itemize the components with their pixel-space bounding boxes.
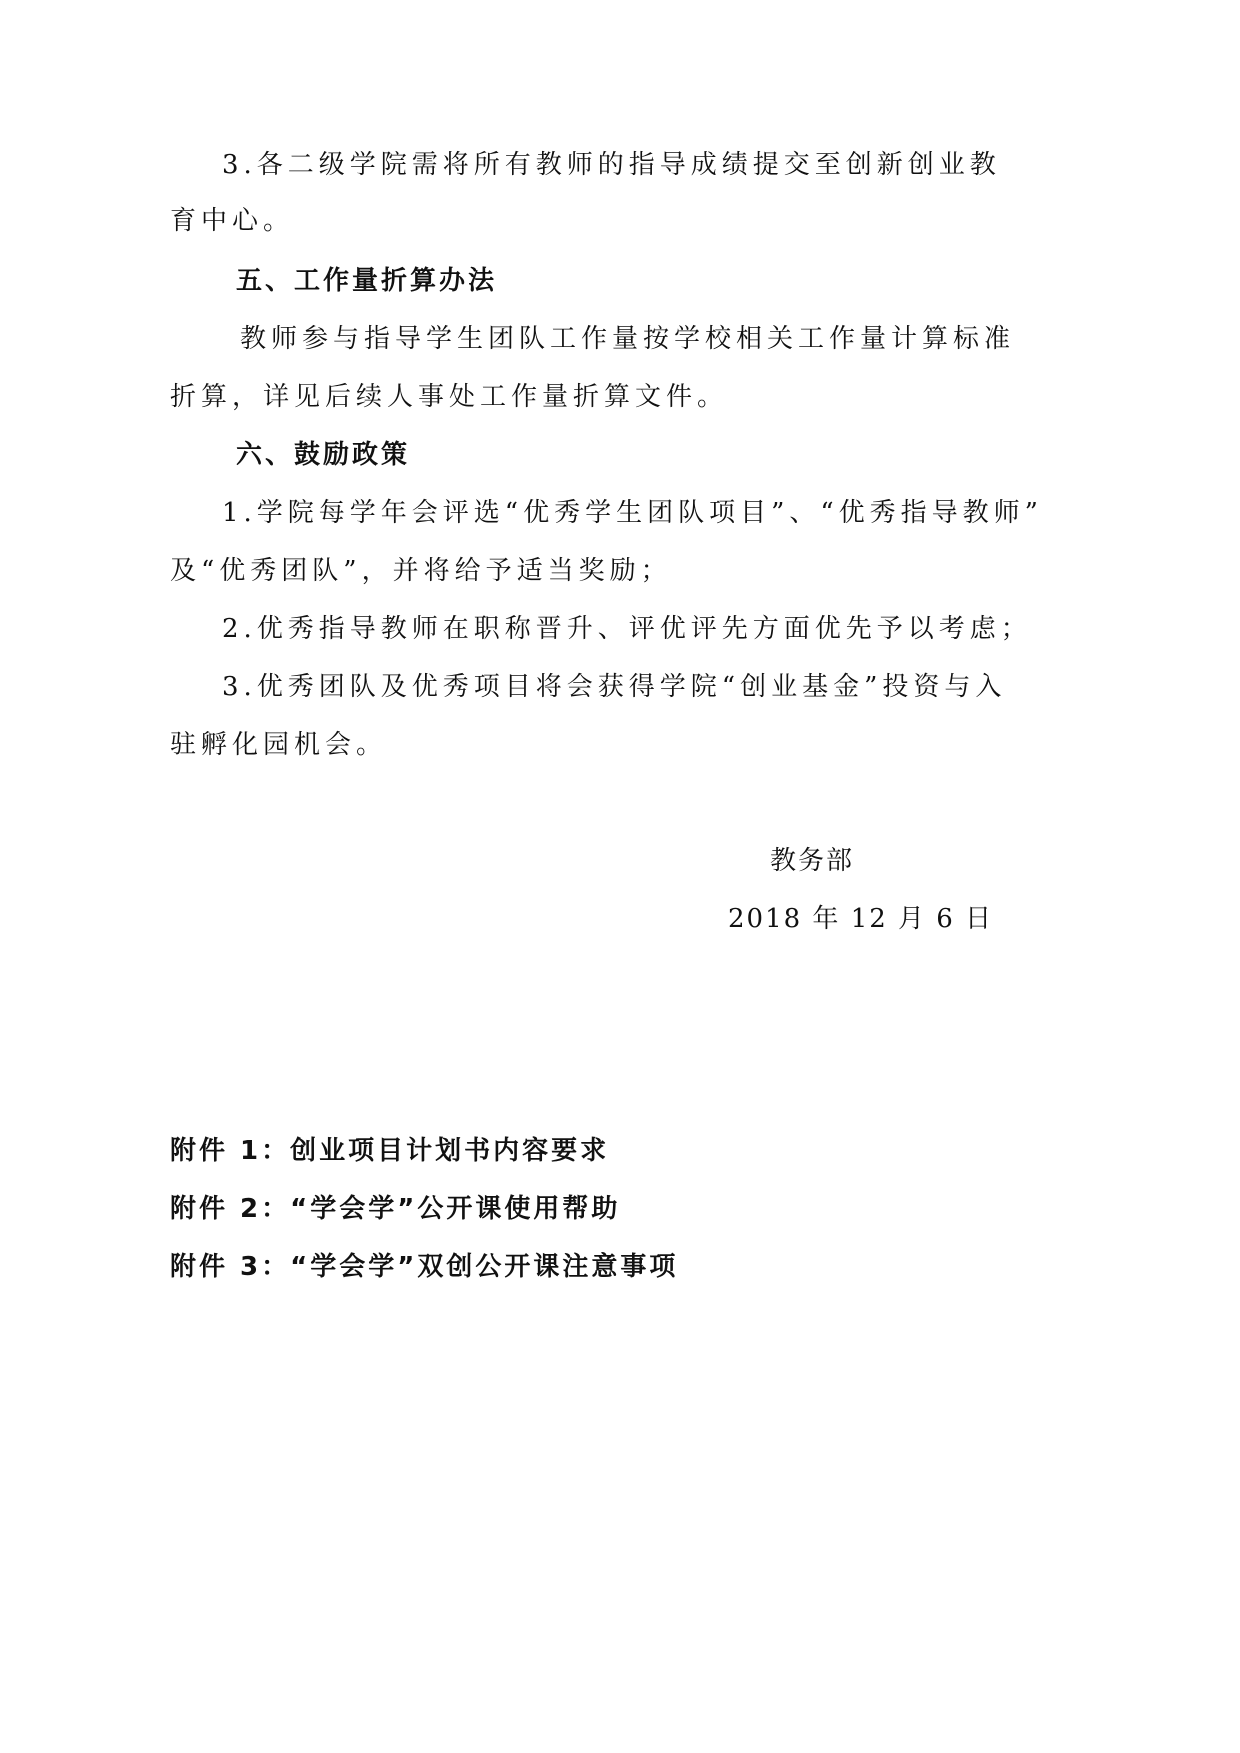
section-5-line-1: 教师参与指导学生团队工作量按学校相关工作量计算标准 — [240, 324, 1016, 354]
section-6-heading: 六、鼓励政策 — [236, 440, 411, 470]
section-6-item-3-line-2: 驻孵化园机会。 — [170, 730, 388, 760]
section-6-item-1-line-2: 及“优秀团队”，并将给予适当奖励； — [170, 556, 672, 586]
paragraph-3-line-2: 育中心。 — [170, 206, 295, 236]
paragraph-3-line-1: 3.各二级学院需将所有教师的指导成绩提交至创新创业教 — [222, 150, 1001, 180]
section-6-item-3-line-1: 3.优秀团队及优秀项目将会获得学院“创业基金”投资与入 — [222, 672, 1007, 702]
section-6-item-2: 2.优秀指导教师在职称晋升、评优评先方面优先予以考虑； — [222, 614, 1032, 644]
signature-department: 教务部 — [770, 846, 855, 876]
signature-date: 2018 年 12 月 6 日 — [728, 904, 994, 934]
section-5-heading: 五、工作量折算办法 — [236, 266, 498, 296]
attachment-2: 附件 2：“学会学”公开课使用帮助 — [170, 1194, 621, 1224]
section-6-item-1-line-1: 1.学院每学年会评选“优秀学生团队项目”、“优秀指导教师” — [222, 498, 1043, 528]
attachment-1: 附件 1：创业项目计划书内容要求 — [170, 1136, 610, 1166]
section-5-line-2: 折算，详见后续人事处工作量折算文件。 — [170, 382, 729, 412]
attachment-3: 附件 3：“学会学”双创公开课注意事项 — [170, 1252, 679, 1282]
